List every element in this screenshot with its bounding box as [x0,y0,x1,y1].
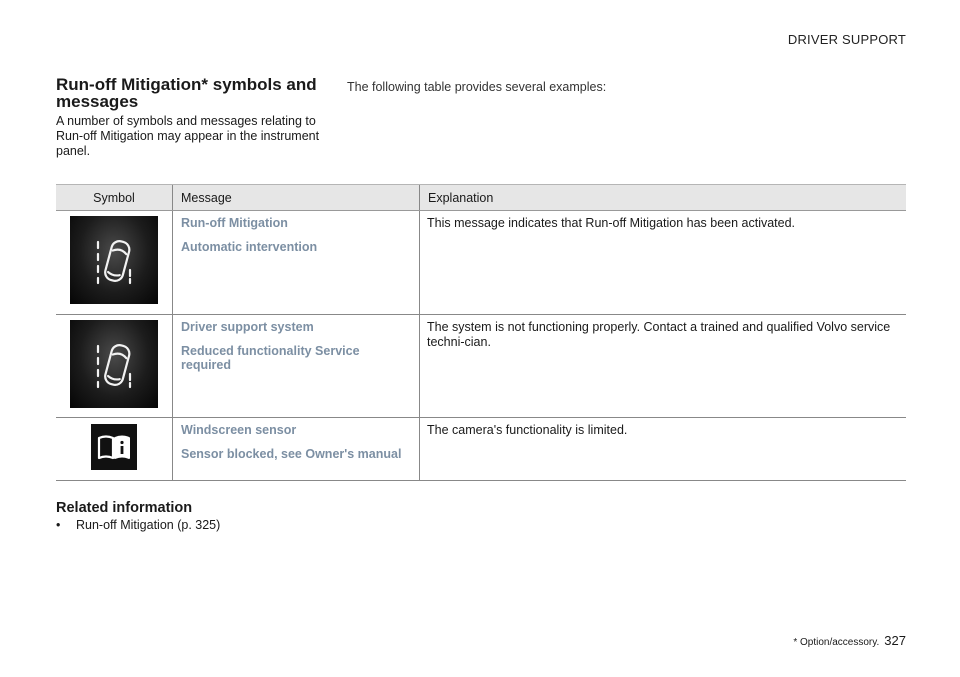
table-row [56,315,906,418]
table-row [56,211,906,315]
explanation-cell: The system is not functioning properly. Contact a trained and qualified Volvo service techni-cian. [420,315,907,418]
explanation-cell: The camera's functionality is limited. [420,418,907,481]
page-number: 327 [884,633,906,648]
related-link-label[interactable]: Run-off Mitigation (p. 325) [76,518,221,532]
related-link-item[interactable] [56,518,220,532]
table-row [56,418,906,481]
message-cell [173,315,420,418]
table-header-row [56,185,906,211]
message-subtitle: Reduced functionality Service required [181,344,360,372]
column-header-symbol: Symbol [56,185,173,211]
owners-manual-icon [91,424,137,470]
footnote-text: * Option/accessory. [793,637,880,648]
explanation-cell: This message indicates that Run-off Mitigation has been activated. [420,211,907,315]
related-information-heading: Related information [56,500,193,516]
message-subtitle: Automatic intervention [181,240,318,254]
page-title: Run-off Mitigation* symbols and messages [56,75,317,111]
message-title: Windscreen sensor [181,423,297,437]
page-footer [793,633,906,648]
bullet-icon: • [56,518,61,532]
symbol-cell [56,315,173,418]
message-title: Driver support system [181,320,314,334]
lane-departure-icon [70,320,158,408]
message-title: Run-off Mitigation [181,216,288,230]
intro-paragraph: A number of symbols and messages relating to Run-off Mitigation may appear in the instrument panel. [56,114,320,158]
message-cell [173,211,420,315]
lane-departure-icon [70,216,158,304]
symbol-cell [56,418,173,481]
section-header: DRIVER SUPPORT [787,32,906,47]
message-subtitle: Sensor blocked, see Owner's manual [181,447,402,461]
symbols-table [56,184,906,481]
symbol-cell [56,211,173,315]
message-cell [173,418,420,481]
table-intro-text: The following table provides several examples: [347,80,607,94]
column-header-message: Message [173,185,420,211]
column-header-explanation: Explanation [420,185,907,211]
